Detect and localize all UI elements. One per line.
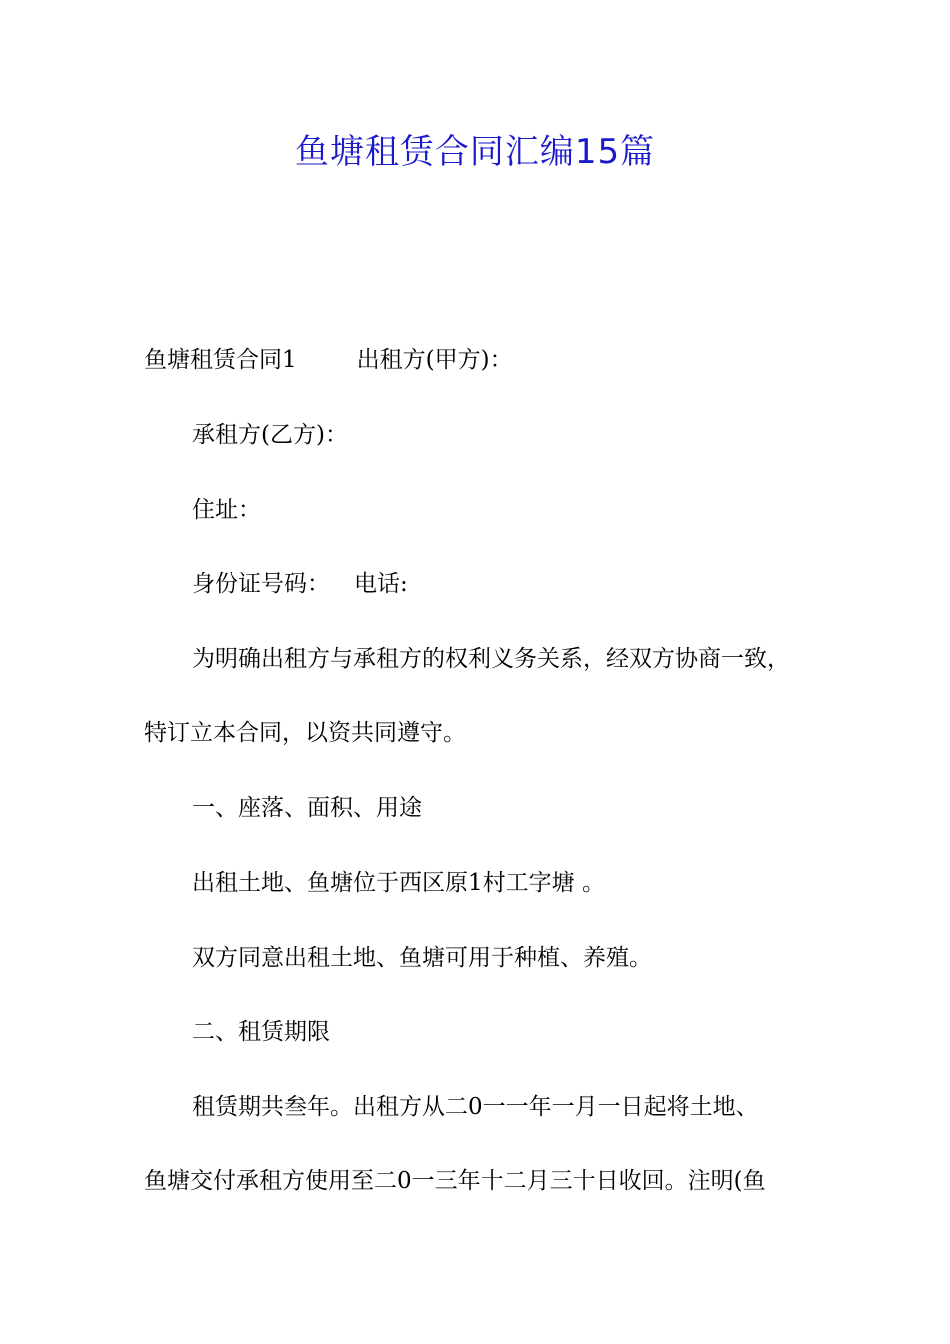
phone-label: 电话: [354, 571, 408, 597]
paragraph-line: 出租土地、鱼塘位于西区原1村工字塘 。 [192, 870, 605, 896]
id-number-label: 身份证号码： [192, 571, 330, 597]
paragraph-line: 双方同意出租土地、鱼塘可用于种植、养殖。 [192, 945, 652, 971]
document-title: 鱼塘租赁合同汇编15篇 [294, 132, 656, 172]
contract-heading-line [144, 343, 513, 377]
lessee-label: 承租方(乙方)： [192, 422, 348, 448]
address-label: 住址： [192, 497, 261, 523]
paragraph-line: 特订立本合同，以资共同遵守。 [144, 720, 466, 746]
section-title: 一、座落、面积、用途 [192, 795, 422, 821]
paragraph-line: 鱼塘交付承租方使用至二0一三年十二月三十日收回。注明(鱼 [144, 1168, 766, 1194]
paragraph-line: 租赁期共叁年。出租方从二0一一年一月一日起将土地、 [192, 1094, 759, 1120]
contact-line [192, 567, 408, 601]
contract-heading: 鱼塘租赁合同1 [144, 347, 297, 373]
paragraph-line: 为明确出租方与承租方的权利义务关系，经双方协商一致， [192, 646, 790, 672]
section-title: 二、租赁期限 [192, 1019, 330, 1045]
lessor-label: 出租方(甲方)： [356, 347, 513, 373]
